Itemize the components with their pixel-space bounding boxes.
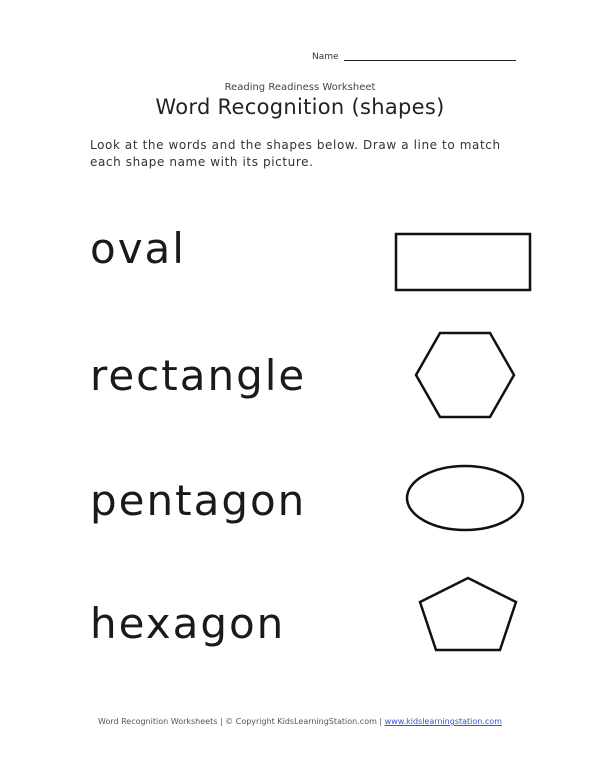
instructions: [90, 137, 520, 171]
word-pentagon: pentagon: [90, 476, 307, 525]
word-oval: oval: [90, 224, 186, 273]
pentagon-icon: [416, 575, 520, 655]
footer-copyright: Word Recognition Worksheets | © Copyright KidsLearningStation.com |: [98, 717, 385, 726]
hexagon-icon: [412, 330, 518, 420]
name-label: Name: [312, 52, 339, 62]
rectangle-icon: [394, 232, 532, 292]
worksheet-subtitle: Reading Readiness Worksheet: [224, 82, 376, 93]
name-underline: [344, 60, 516, 61]
worksheet-title: Word Recognition (shapes): [155, 95, 445, 119]
word-rectangle: rectangle: [90, 351, 307, 400]
word-hexagon: hexagon: [90, 599, 286, 648]
instructions-line-2: each shape name with its picture.: [90, 155, 314, 169]
footer-link[interactable]: www.kidslearningstation.com: [384, 717, 502, 726]
name-field[interactable]: [312, 52, 516, 62]
oval-icon: [404, 463, 526, 533]
instructions-line-1: Look at the words and the shapes below. Draw a line to match: [90, 138, 501, 152]
footer: [0, 717, 600, 726]
